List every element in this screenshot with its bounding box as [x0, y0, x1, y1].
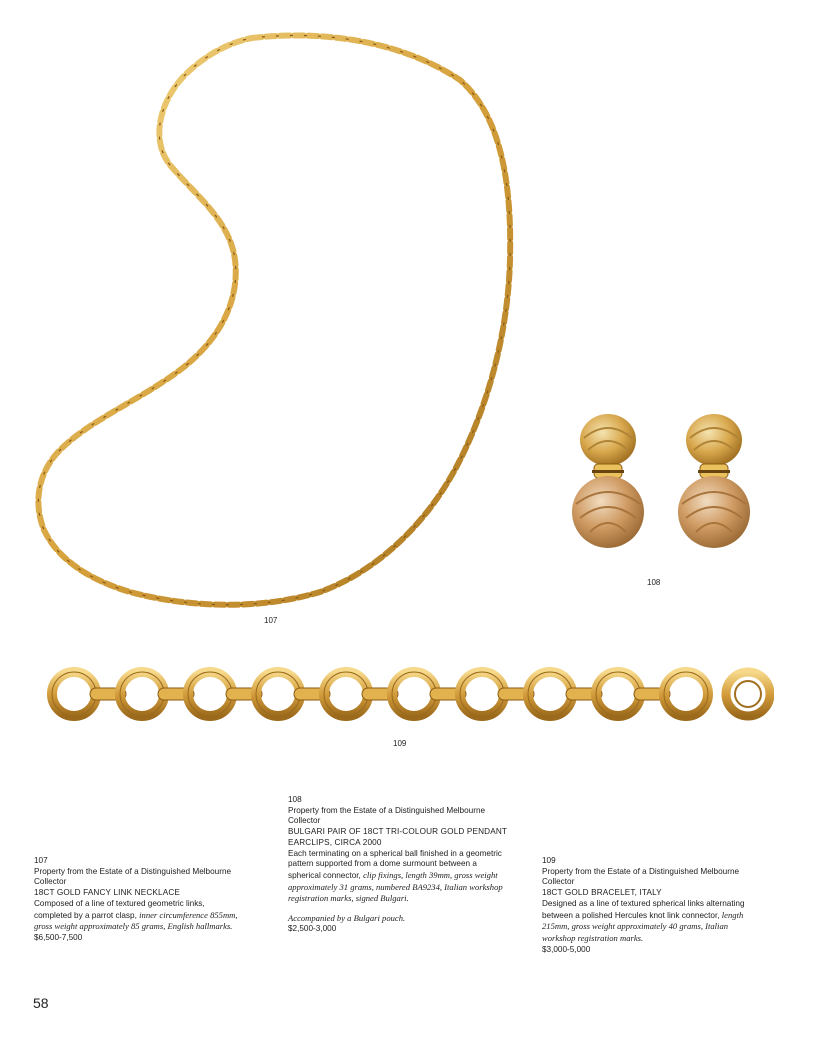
bracelet-ring-groove: [324, 672, 368, 716]
lot-details: [34, 899, 239, 933]
lot-details-italic: inner circumference 855mm, gross weight approximately 85 grams, English hallmarks.: [34, 909, 238, 932]
lot-details-plain: Composed of a line of textured geometric links, completed by a parrot clasp,: [34, 898, 205, 920]
lot-title: 18CT GOLD FANCY LINK NECKLACE: [34, 888, 181, 898]
lot-estimate: $3,000-5,000: [542, 944, 591, 954]
bracelet-clasp-inner: [735, 681, 761, 707]
earclips-drawing: [570, 408, 770, 568]
lot-number: 109: [542, 856, 556, 865]
lot-estimate: $6,500-7,500: [34, 932, 83, 942]
earclips-image: [570, 408, 770, 568]
earclips-lot-tag: 108: [647, 578, 661, 587]
lot-107-description: [34, 856, 239, 944]
lot-details-italic: clip fixings, length 39mm, gross weight approximately 31 grams, numbered BA9234, Italian workshop registration marks, signed Bulgari.: [288, 869, 503, 904]
necklace-lot-tag: 107: [264, 616, 278, 625]
lot-provenance: Property from the Estate of a Distinguished Melbourne Collector: [288, 805, 486, 826]
necklace-image: [20, 20, 540, 620]
bracelet-drawing: [34, 650, 774, 730]
lot-provenance: Property from the Estate of a Distinguished Melbourne Collector: [542, 866, 740, 887]
bracelet-ring-groove: [460, 672, 504, 716]
lot-title: BULGARI PAIR OF 18CT TRI-COLOUR GOLD PENDANT EARCLIPS, CIRCA 2000: [288, 827, 507, 847]
page-number: 58: [33, 995, 49, 1011]
lot-title: 18CT GOLD BRACELET, ITALY: [542, 888, 662, 898]
lot-details-italic: length 215mm, gross weight approximately 40 grams, Italian workshop registration marks.: [542, 909, 744, 943]
bracelet-ring-groove: [188, 672, 232, 716]
lot-number: 107: [34, 856, 48, 865]
bracelet-clasp: [726, 672, 770, 716]
bracelet-ring-groove: [664, 672, 708, 716]
lot-details: [288, 849, 510, 906]
bracelet-lot-tag: 109: [393, 739, 407, 748]
bracelet-ring-groove: [256, 672, 300, 716]
lot-provenance: Property from the Estate of a Distinguished Melbourne Collector: [34, 866, 232, 887]
lot-number: 108: [288, 795, 302, 804]
right-earclip: [678, 414, 750, 548]
lot-details: [542, 899, 762, 945]
lot-note: Accompanied by a Bulgari pouch.: [288, 913, 406, 924]
lot-estimate: $2,500-3,000: [288, 923, 337, 933]
bracelet-ring-groove: [52, 672, 96, 716]
lot-108-description: [288, 795, 510, 934]
bracelet-image: [34, 650, 774, 730]
bracelet-ring-groove: [596, 672, 640, 716]
bracelet-ring-groove: [392, 672, 436, 716]
bracelet-ring-groove: [528, 672, 572, 716]
lot-109-description: [542, 856, 762, 955]
necklace-drawing: [20, 20, 540, 620]
left-earclip: [572, 414, 644, 548]
lot-details-plain: Each terminating on a spherical ball finished in a geometric pattern supported from a dome surmount between a spherical connector,: [288, 848, 502, 880]
lot-details-plain: Designed as a line of textured spherical links alternating between a polished Hercules knot link connector,: [542, 898, 745, 920]
bracelet-links: [52, 672, 708, 716]
bracelet-ring-groove: [120, 672, 164, 716]
